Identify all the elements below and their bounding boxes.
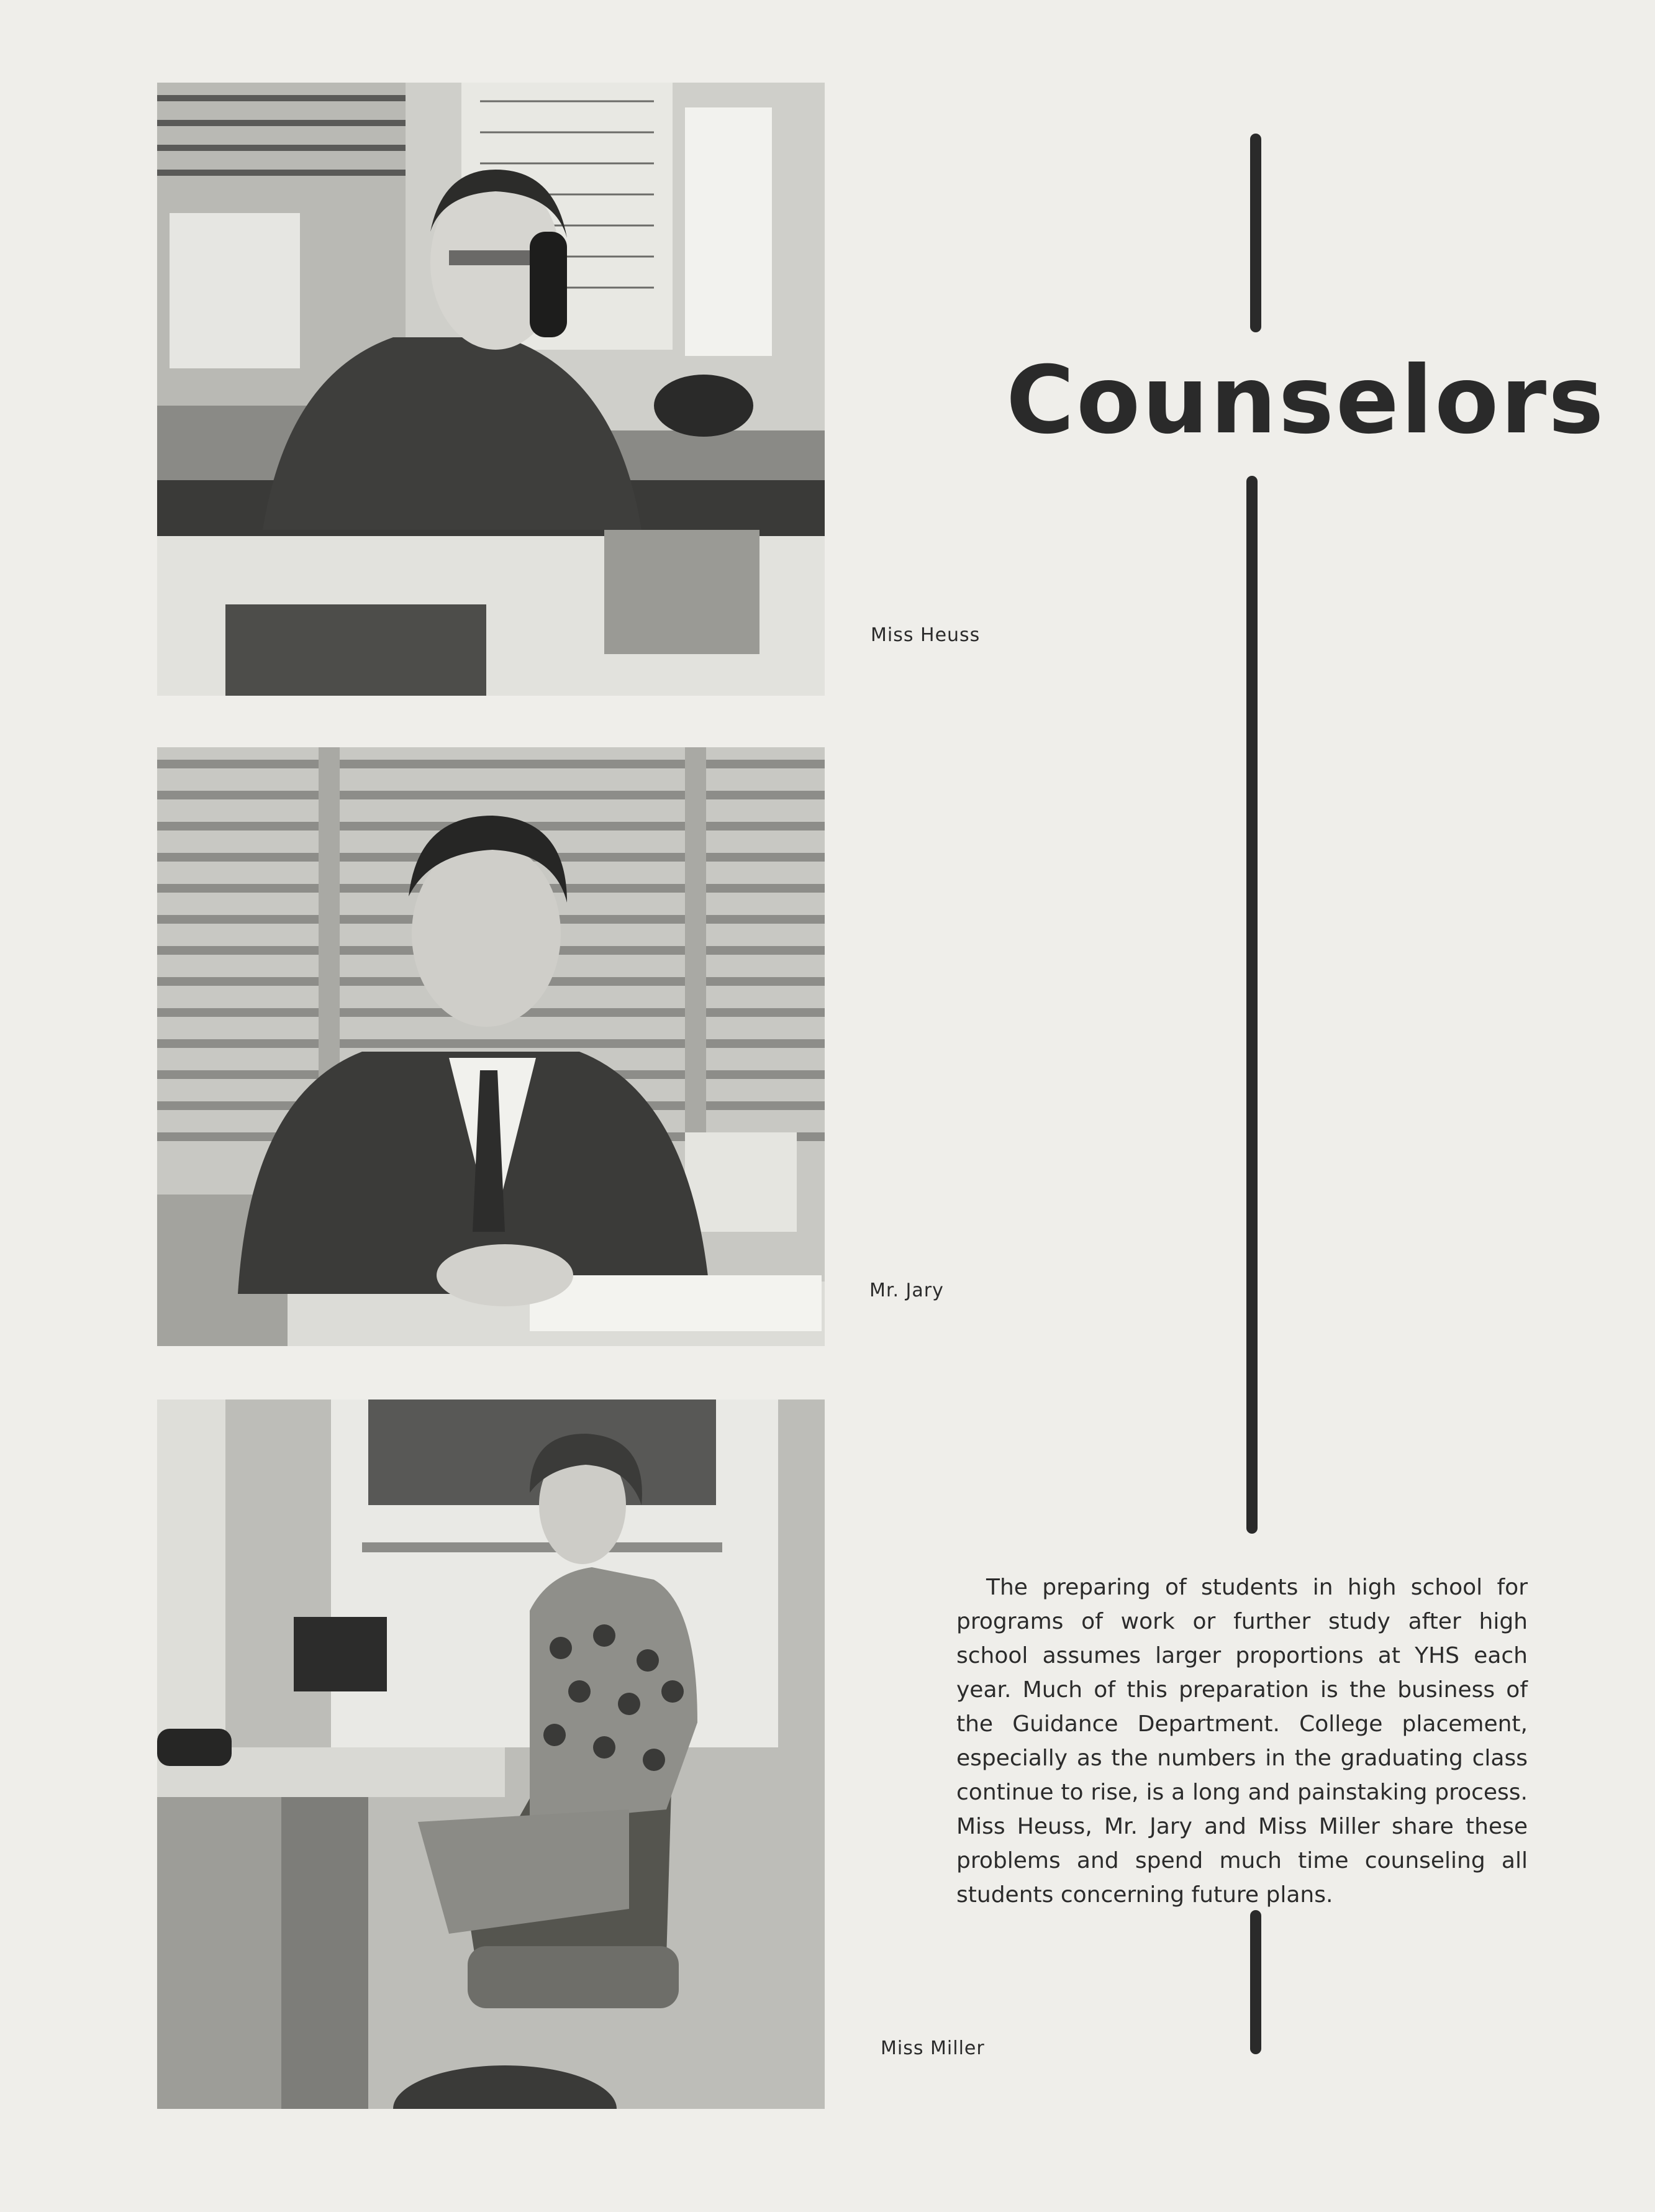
body-paragraph: The preparing of students in high school for programs of work or further study after high school assumes larger proportions at YHS each year. Much of this preparation is the business of the Guidance Department. College placement, especially as the numbers in the graduating class continue to rise, is a long and painstaking process. Miss Heuss, Mr. Jary and Miss Miller share these problems and spend much time counseling all students concerning future plans. xyxy=(956,1575,1528,1908)
portrait-man-desk-icon xyxy=(157,747,825,1346)
portrait-woman-chair-icon xyxy=(157,1400,825,2109)
vertical-rule-top xyxy=(1250,134,1261,332)
vertical-rule-middle xyxy=(1246,476,1258,1534)
photo-mr-jary xyxy=(157,747,825,1346)
caption-miss-heuss: Miss Heuss xyxy=(871,624,981,646)
photo-miss-heuss xyxy=(157,83,825,696)
photo-miss-miller xyxy=(157,1400,825,2109)
portrait-woman-telephone-icon xyxy=(157,83,825,696)
page-title: Counselors xyxy=(1006,347,1606,455)
caption-miss-miller: Miss Miller xyxy=(881,2037,985,2059)
caption-mr-jary: Mr. Jary xyxy=(869,1280,944,1301)
vertical-rule-bottom xyxy=(1250,1910,1261,2054)
